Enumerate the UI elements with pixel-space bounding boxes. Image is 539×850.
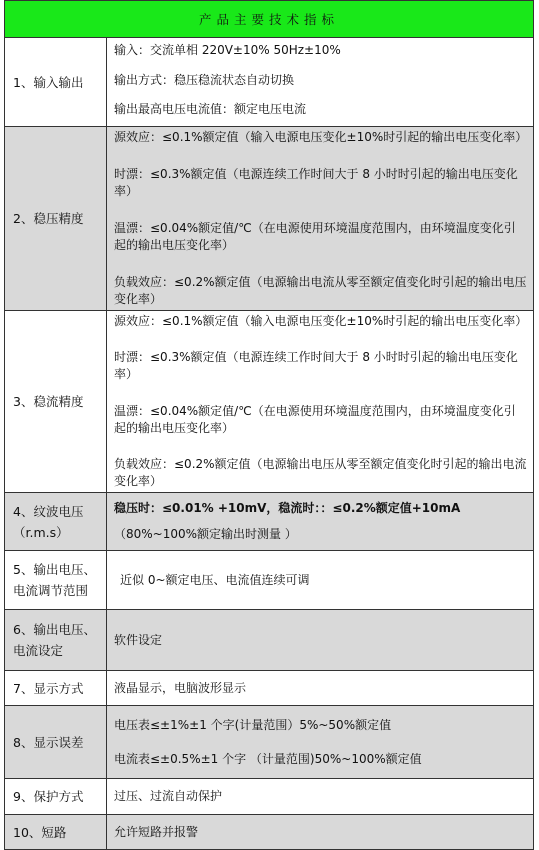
table-row bbox=[5, 610, 533, 671]
row-label: 8、显示误差 bbox=[5, 706, 107, 778]
row-label: 10、短路 bbox=[5, 815, 107, 849]
row-label: 7、显示方式 bbox=[5, 671, 107, 705]
spec-line: 电压表≤±1%±1 个字(计量范围）5%~50%额定值 bbox=[114, 717, 392, 732]
spec-line: 温漂：≤0.04%额定值/℃（在电源使用环境温度范围内，由环境温度变化引起的输出电压变化率） bbox=[114, 403, 516, 435]
row-label: 9、保护方式 bbox=[5, 779, 107, 814]
spec-line: 负载效应：≤0.2%额定值（电源输出电流从零至额定值变化时引起的输出电压变化率） bbox=[114, 275, 527, 306]
spec-line: 软件设定 bbox=[114, 632, 163, 647]
spec-line: 输出方式：稳压稳流状态自动切换 bbox=[114, 72, 295, 87]
spec-line: 时漂：≤0.3%额定值（电源连续工作时间大于 8 小时时引起的输出电压变化率） bbox=[114, 350, 518, 382]
table-row bbox=[5, 815, 533, 850]
table-row bbox=[5, 779, 533, 815]
row-content bbox=[107, 493, 533, 550]
spec-line: 输出最高电压电流值：额定电压电流 bbox=[114, 102, 307, 116]
row-content bbox=[107, 38, 533, 126]
spec-line: 负载效应：≤0.2%额定值（电源输出电压从零至额定值变化时引起的输出电流变化率） bbox=[114, 456, 527, 488]
table-row bbox=[5, 311, 533, 493]
spec-line: 输入：交流单相 220V±10% 50Hz±10% bbox=[114, 43, 341, 57]
table-row bbox=[5, 671, 533, 706]
table-row bbox=[5, 551, 533, 610]
row-label: 3、稳流精度 bbox=[5, 311, 107, 492]
spec-line: 近似 0~额定电压、电流值连续可调 bbox=[120, 572, 310, 587]
spec-line: 过压、过流自动保护 bbox=[114, 789, 223, 803]
table-row bbox=[5, 706, 533, 779]
row-content bbox=[107, 706, 533, 778]
spec-line: （80%~100%额定输出时测量 ） bbox=[114, 527, 297, 542]
spec-line: 源效应：≤0.1%额定值（输入电源电压变化±10%时引起的输出电压变化率） bbox=[114, 314, 528, 328]
row-content bbox=[107, 311, 533, 492]
row-content bbox=[107, 551, 533, 609]
row-content bbox=[107, 671, 533, 705]
spec-line: 液晶显示，电脑波形显示 bbox=[114, 680, 247, 695]
row-label: 1、输入输出 bbox=[5, 38, 107, 126]
row-content bbox=[107, 815, 533, 849]
spec-line: 允许短路并报警 bbox=[114, 824, 199, 839]
spec-line: 电流表≤±0.5%±1 个字 （计量范围)50%~100%额定值 bbox=[114, 751, 422, 766]
spec-line: 时漂：≤0.3%额定值（电源连续工作时间大于 8 小时时引起的输出电压变化率） bbox=[114, 167, 518, 198]
spec-table bbox=[4, 0, 534, 850]
row-label: 4、纹波电压（r.m.s） bbox=[5, 493, 107, 550]
row-content bbox=[107, 779, 533, 814]
row-content bbox=[107, 127, 533, 310]
row-label: 2、稳压精度 bbox=[5, 127, 107, 310]
row-label: 5、输出电压、电流调节范围 bbox=[5, 551, 107, 609]
table-row bbox=[5, 493, 533, 551]
row-content bbox=[107, 610, 533, 670]
spec-line: 源效应：≤0.1%额定值（输入电源电压变化±10%时引起的输出电压变化率） bbox=[114, 130, 528, 144]
table-header: 产品主要技术指标 bbox=[5, 1, 533, 38]
table-row bbox=[5, 127, 533, 311]
spec-line: 温漂：≤0.04%额定值/℃（在电源使用环境温度范围内，由环境温度变化引起的输出电压变化率） bbox=[114, 221, 516, 252]
table-row bbox=[5, 38, 533, 127]
spec-line: 稳压时：≤0.01% +10mV，稳流时：：≤0.2%额定值+10mA bbox=[114, 500, 461, 515]
row-label: 6、输出电压、电流设定 bbox=[5, 610, 107, 670]
